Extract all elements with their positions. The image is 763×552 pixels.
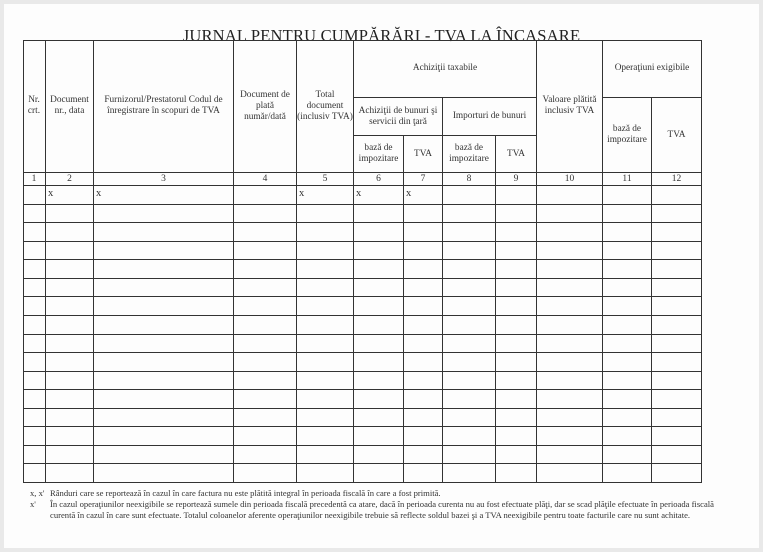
table-cell bbox=[94, 372, 234, 390]
table-cell bbox=[23, 186, 46, 205]
footnote-text: În cazul operaţiunilor neexigibile se reportează sumele din perioada fiscală precedentă ca atare, dacă în perioada curenta nu au fost efectuate plăţi, dar se scad plăţile efectuate în perioada fiscală curentă în cazul în care sunt efectuate. Totalul coloanelor aferente operaţiunilor neexigibile trebuie să reflecte soldul bazei şi a TVA neexigibile pentru toate facturile care nu sunt achitate. bbox=[50, 498, 714, 520]
table-cell bbox=[537, 186, 603, 205]
table-cell bbox=[603, 260, 652, 279]
table-cell bbox=[297, 205, 354, 223]
header-document: Document nr., data bbox=[46, 40, 94, 173]
table-cell bbox=[297, 427, 354, 446]
table-cell bbox=[603, 446, 652, 464]
column-number: 1 bbox=[23, 173, 46, 186]
table-cell bbox=[354, 409, 404, 427]
table-cell bbox=[652, 316, 702, 335]
table-cell bbox=[443, 186, 496, 205]
table-cell bbox=[443, 316, 496, 335]
table-cell bbox=[234, 353, 297, 372]
table-cell bbox=[537, 446, 603, 464]
header-chargeable-operations: Operaţiuni exigibile bbox=[603, 40, 702, 98]
table-cell bbox=[496, 205, 537, 223]
table-cell bbox=[603, 316, 652, 335]
table-cell bbox=[603, 464, 652, 483]
table-cell bbox=[404, 223, 443, 242]
table-cell bbox=[297, 223, 354, 242]
table-cell bbox=[537, 260, 603, 279]
table-cell bbox=[23, 390, 46, 409]
table-cell bbox=[652, 427, 702, 446]
table-cell bbox=[46, 316, 94, 335]
table-cell bbox=[404, 316, 443, 335]
table-cell bbox=[354, 427, 404, 446]
table-cell bbox=[94, 297, 234, 316]
table-cell bbox=[443, 242, 496, 260]
table-cell bbox=[404, 446, 443, 464]
header-total-document: Total document (inclusiv TVA) bbox=[297, 40, 354, 173]
table-cell bbox=[443, 353, 496, 372]
table-cell bbox=[537, 335, 603, 353]
table-cell bbox=[46, 446, 94, 464]
table-cell bbox=[496, 260, 537, 279]
header-payment-document: Document de plată număr/dată bbox=[234, 40, 297, 173]
table-cell bbox=[496, 279, 537, 297]
table-cell bbox=[94, 409, 234, 427]
table-cell bbox=[234, 205, 297, 223]
footnote bbox=[30, 499, 720, 521]
table-cell bbox=[297, 390, 354, 409]
table-cell bbox=[652, 446, 702, 464]
table-cell bbox=[297, 242, 354, 260]
table-cell bbox=[537, 242, 603, 260]
header-domestic-purchases: Achiziţii de bunuri şi servicii din ţară bbox=[354, 98, 443, 136]
table-cell bbox=[537, 372, 603, 390]
header-tax-base: bază de impozitare bbox=[354, 136, 404, 173]
table-cell bbox=[404, 353, 443, 372]
table-cell bbox=[94, 223, 234, 242]
table-cell bbox=[603, 186, 652, 205]
table-cell bbox=[23, 335, 46, 353]
table-cell bbox=[46, 390, 94, 409]
table-cell bbox=[404, 464, 443, 483]
table-cell: x bbox=[297, 186, 354, 205]
table-cell bbox=[297, 260, 354, 279]
header-imports: Importuri de bunuri bbox=[443, 98, 537, 136]
table-cell bbox=[94, 279, 234, 297]
table-cell bbox=[404, 279, 443, 297]
table-cell bbox=[46, 205, 94, 223]
table-cell bbox=[537, 279, 603, 297]
footnote bbox=[30, 488, 720, 499]
table-cell bbox=[603, 372, 652, 390]
table-cell bbox=[603, 409, 652, 427]
footnote-key: x, x' bbox=[30, 488, 45, 498]
table-cell bbox=[443, 464, 496, 483]
table-cell bbox=[23, 372, 46, 390]
table-cell bbox=[443, 205, 496, 223]
table-cell bbox=[603, 427, 652, 446]
table-cell bbox=[496, 353, 537, 372]
table-cell bbox=[404, 409, 443, 427]
table-cell bbox=[537, 409, 603, 427]
header-nr-crt: Nr. crt. bbox=[23, 40, 46, 173]
table-cell bbox=[46, 335, 94, 353]
table-cell bbox=[603, 223, 652, 242]
table-cell bbox=[297, 464, 354, 483]
table-cell bbox=[496, 297, 537, 316]
table-cell bbox=[603, 242, 652, 260]
table-cell bbox=[354, 242, 404, 260]
table-cell bbox=[496, 446, 537, 464]
table-cell bbox=[23, 464, 46, 483]
table-cell bbox=[234, 186, 297, 205]
table-cell bbox=[404, 297, 443, 316]
table-cell bbox=[537, 427, 603, 446]
table-cell bbox=[23, 316, 46, 335]
table-cell bbox=[443, 372, 496, 390]
table-cell bbox=[297, 409, 354, 427]
table-cell bbox=[652, 260, 702, 279]
table-cell bbox=[23, 427, 46, 446]
table-cell bbox=[404, 260, 443, 279]
table-cell bbox=[496, 186, 537, 205]
table-cell bbox=[443, 409, 496, 427]
table-cell bbox=[297, 446, 354, 464]
table-cell bbox=[443, 335, 496, 353]
table-cell bbox=[496, 372, 537, 390]
table-cell bbox=[23, 353, 46, 372]
table-cell bbox=[354, 335, 404, 353]
table-cell: x bbox=[404, 186, 443, 205]
table-cell bbox=[404, 427, 443, 446]
table-cell bbox=[443, 390, 496, 409]
table-cell bbox=[443, 427, 496, 446]
table-cell bbox=[354, 390, 404, 409]
table-cell bbox=[496, 390, 537, 409]
table-cell bbox=[94, 242, 234, 260]
journal-title: JURNAL PENTRU CUMPĂRĂRI - TVA LA ÎNCASARE bbox=[182, 26, 581, 45]
table-cell bbox=[23, 297, 46, 316]
table-cell bbox=[46, 297, 94, 316]
table-cell bbox=[46, 427, 94, 446]
table-cell bbox=[443, 279, 496, 297]
table-cell bbox=[603, 205, 652, 223]
table-cell bbox=[537, 205, 603, 223]
table-cell bbox=[234, 297, 297, 316]
table-cell bbox=[23, 279, 46, 297]
column-number: 12 bbox=[652, 173, 702, 186]
table-cell bbox=[94, 446, 234, 464]
table-cell bbox=[603, 353, 652, 372]
column-number: 4 bbox=[234, 173, 297, 186]
table-cell bbox=[94, 316, 234, 335]
table-cell bbox=[496, 223, 537, 242]
table-cell bbox=[404, 390, 443, 409]
table-cell bbox=[537, 316, 603, 335]
column-number: 5 bbox=[297, 173, 354, 186]
table-cell bbox=[234, 409, 297, 427]
table-cell bbox=[234, 390, 297, 409]
table-cell bbox=[603, 335, 652, 353]
table-cell bbox=[496, 242, 537, 260]
table-cell: x bbox=[354, 186, 404, 205]
footnote-text: Rânduri care se reportează în cazul în care factura nu este plătită integral în perioada fiscală în care a fost primită. bbox=[50, 488, 441, 498]
table-cell bbox=[23, 260, 46, 279]
table-cell bbox=[496, 335, 537, 353]
table-cell bbox=[23, 409, 46, 427]
table-cell bbox=[297, 297, 354, 316]
table-cell bbox=[537, 297, 603, 316]
table-cell bbox=[443, 297, 496, 316]
header-tax-base: bază de impozitare bbox=[603, 98, 652, 173]
table-cell bbox=[496, 464, 537, 483]
table-cell bbox=[46, 353, 94, 372]
column-number: 8 bbox=[443, 173, 496, 186]
column-number: 3 bbox=[94, 173, 234, 186]
table-cell bbox=[404, 242, 443, 260]
table-cell bbox=[297, 335, 354, 353]
table-cell bbox=[603, 297, 652, 316]
table-cell bbox=[354, 316, 404, 335]
table-cell bbox=[652, 186, 702, 205]
table-cell bbox=[652, 409, 702, 427]
table-cell bbox=[496, 427, 537, 446]
table-cell bbox=[23, 205, 46, 223]
table-cell bbox=[652, 464, 702, 483]
column-number: 2 bbox=[46, 173, 94, 186]
table-cell bbox=[297, 279, 354, 297]
footnote-key: x' bbox=[30, 498, 36, 509]
table-cell bbox=[652, 353, 702, 372]
column-number: 11 bbox=[603, 173, 652, 186]
table-cell bbox=[23, 223, 46, 242]
table-cell bbox=[94, 464, 234, 483]
table-cell bbox=[652, 242, 702, 260]
table-cell bbox=[404, 335, 443, 353]
table-cell bbox=[354, 464, 404, 483]
table-cell bbox=[652, 205, 702, 223]
table-cell: x bbox=[94, 186, 234, 205]
table-cell bbox=[46, 409, 94, 427]
header-vat: TVA bbox=[496, 136, 537, 173]
table-cell bbox=[94, 205, 234, 223]
table-cell bbox=[537, 223, 603, 242]
table-cell bbox=[297, 353, 354, 372]
table-cell bbox=[354, 279, 404, 297]
table-cell bbox=[354, 205, 404, 223]
table-cell bbox=[496, 316, 537, 335]
table-cell bbox=[537, 353, 603, 372]
table-cell bbox=[234, 427, 297, 446]
table-cell bbox=[234, 372, 297, 390]
table-cell bbox=[234, 279, 297, 297]
table-cell bbox=[234, 335, 297, 353]
table-cell bbox=[94, 260, 234, 279]
table-cell bbox=[297, 372, 354, 390]
table-cell bbox=[603, 279, 652, 297]
table-cell bbox=[94, 335, 234, 353]
column-number: 10 bbox=[537, 173, 603, 186]
header-tax-base: bază de impozitare bbox=[443, 136, 496, 173]
header-vat: TVA bbox=[652, 98, 702, 173]
header-vat: TVA bbox=[404, 136, 443, 173]
header-taxable-purchases: Achiziţii taxabile bbox=[354, 40, 537, 98]
table-cell bbox=[297, 316, 354, 335]
table-cell bbox=[46, 279, 94, 297]
table-cell bbox=[652, 297, 702, 316]
table-cell bbox=[46, 464, 94, 483]
table-cell bbox=[354, 297, 404, 316]
footnotes bbox=[30, 488, 720, 520]
table-cell bbox=[603, 390, 652, 409]
table-cell bbox=[354, 223, 404, 242]
table-cell bbox=[94, 390, 234, 409]
table-cell bbox=[46, 260, 94, 279]
table-cell bbox=[404, 205, 443, 223]
table-cell bbox=[652, 335, 702, 353]
table-cell bbox=[537, 390, 603, 409]
table-cell bbox=[537, 464, 603, 483]
table-cell bbox=[234, 260, 297, 279]
table-cell bbox=[496, 409, 537, 427]
table-cell bbox=[46, 372, 94, 390]
table-cell bbox=[94, 427, 234, 446]
table-cell bbox=[46, 242, 94, 260]
table-cell bbox=[23, 242, 46, 260]
table-cell bbox=[234, 316, 297, 335]
table-cell bbox=[443, 260, 496, 279]
table-cell bbox=[23, 446, 46, 464]
table-cell bbox=[652, 223, 702, 242]
table-cell bbox=[443, 446, 496, 464]
table-cell bbox=[354, 446, 404, 464]
table-cell bbox=[443, 223, 496, 242]
table-cell bbox=[652, 390, 702, 409]
column-number: 9 bbox=[496, 173, 537, 186]
column-number: 7 bbox=[404, 173, 443, 186]
table-cell bbox=[652, 279, 702, 297]
table-cell bbox=[234, 446, 297, 464]
table-cell bbox=[354, 372, 404, 390]
table-cell bbox=[404, 372, 443, 390]
table-cell bbox=[354, 260, 404, 279]
header-supplier: Furnizorul/Prestatorul Codul de înregistrare în scopuri de TVA bbox=[94, 40, 234, 173]
table-cell bbox=[234, 223, 297, 242]
header-paid-value: Valoare plătită inclusiv TVA bbox=[537, 40, 603, 173]
table-cell: x bbox=[46, 186, 94, 205]
column-number: 6 bbox=[354, 173, 404, 186]
table-cell bbox=[234, 464, 297, 483]
table-cell bbox=[354, 353, 404, 372]
table-cell bbox=[94, 353, 234, 372]
table-cell bbox=[46, 223, 94, 242]
table-cell bbox=[234, 242, 297, 260]
table-cell bbox=[652, 372, 702, 390]
